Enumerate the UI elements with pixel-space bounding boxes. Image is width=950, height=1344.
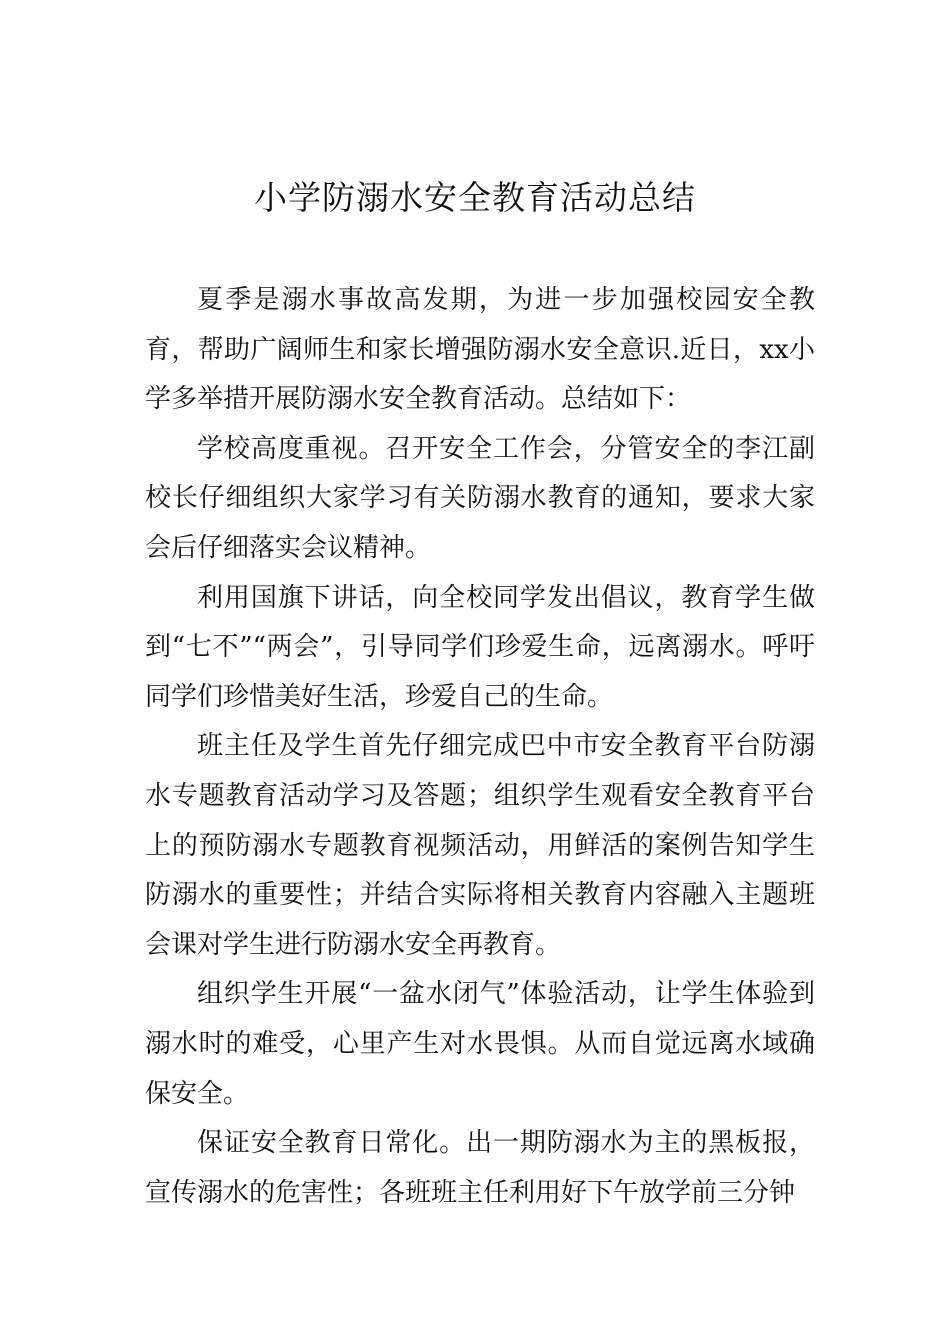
- paragraph-experience-activity: 组织学生开展“一盆水闭气”体验活动，让学生体验到溺水时的难受，心里产生对水畏惧。从而自觉远离水域确保安全。: [145, 979, 815, 1109]
- document-title: 小学防溺水安全教育活动总结: [254, 178, 696, 217]
- document-body: [145, 276, 815, 1218]
- paragraph-daily-education: 保证安全教育日常化。出一期防溺水为主的黑板报，宣传溺水的危害性；各班班主任利用好下午放学前三分钟: [145, 1128, 815, 1208]
- paragraph-intro: 夏季是溺水事故高发期，为进一步加强校园安全教育，帮助广阔师生和家长增强防溺水安全意识.近日，xx小学多举措开展防溺水安全教育活动。总结如下：: [145, 285, 815, 415]
- paragraph-flag-speech: 利用国旗下讲话，向全校同学发出倡议，教育学生做到“七不”“两会”，引导同学们珍爱生命，远离溺水。呼吁同学们珍惜美好生活，珍爱自己的生命。: [145, 582, 815, 712]
- paragraph-school-attention: 学校高度重视。召开安全工作会，分管安全的李江副校长仔细组织大家学习有关防溺水教育的通知，要求大家会后仔细落实会议精神。: [145, 433, 815, 563]
- paragraph-platform-study: 班主任及学生首先仔细完成巴中市安全教育平台防溺水专题教育活动学习及答题；组织学生观看安全教育平台上的预防溺水专题教育视频活动，用鲜活的案例告知学生防溺水的重要性；并结合实际将相关教育内容融入主题班会课对学生进行防溺水安全再教育。: [145, 731, 815, 960]
